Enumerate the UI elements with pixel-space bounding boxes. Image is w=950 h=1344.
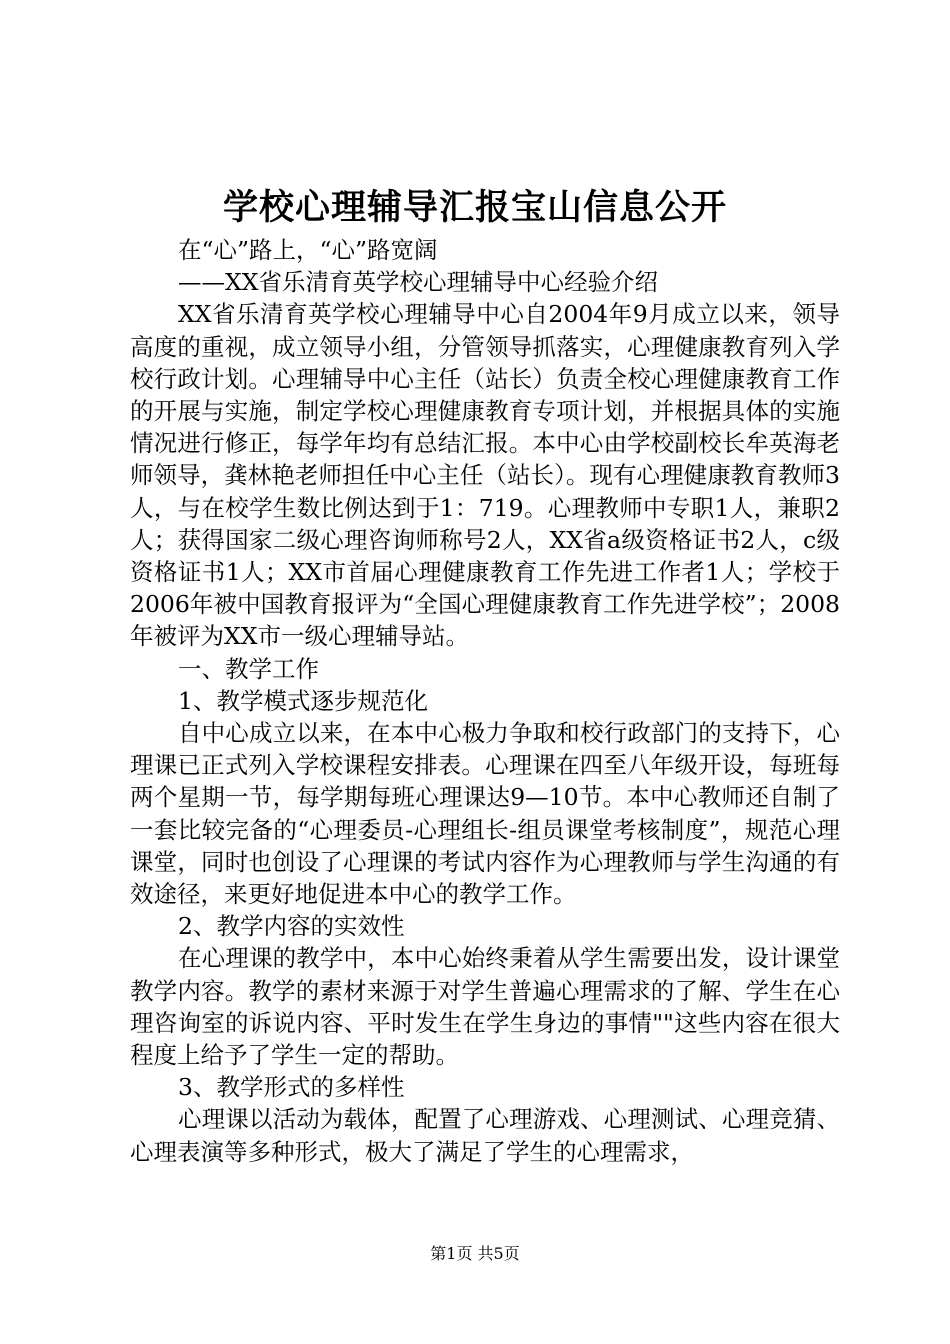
subtitle-line: 在“心”路上，“心”路宽阔 xyxy=(178,236,438,264)
subtitle-source-line: ——XX省乐清育英学校心理辅导中心经验介绍 xyxy=(178,268,658,297)
section-heading-teaching: 一、教学工作 xyxy=(178,654,319,683)
paragraph-teaching-form: 心理课以活动为载体，配置了心理游戏、心理测试、心理竞猜、心理表演等多种形式，极大了满足了学生的心理需求， xyxy=(130,1105,840,1166)
paragraph-teaching-mode: 自中心成立以来，在本中心极力争取和校行政部门的支持下，心理课已正式列入学校课程安排表。心理课在四至八年级开设，每班每两个星期一节，每学期每班心理课达9—10节。本中心教师还自制了一套比较完备的“心理委员-心理组长-组员课堂考核制度”，规范心理课堂，同时也创设了心理课的考试内容作为心理教师与学生沟通的有效途径，来更好地促进本中心的教学工作。 xyxy=(130,719,840,909)
page-number-footer: 第1页 共5页 xyxy=(430,1244,520,1263)
document-title: 学校心理辅导汇报宝山信息公开 xyxy=(222,187,727,228)
subsection-heading-1: 1、教学模式逐步规范化 xyxy=(178,686,428,715)
intro-paragraph: XX省乐清育英学校心理辅导中心自2004年9月成立以来，领导高度的重视，成立领导小组，分管领导抓落实，心理健康教育列入学校行政计划。心理辅导中心主任（站长）负责全校心理健康教育工作的开展与实施，制定学校心理健康教育专项计划，并根据具体的实施情况进行修正，每学年均有总结汇报。本中心由学校副校长牟英海老师领导，龚林艳老师担任中心主任（站长）。现有心理健康教育教师3人，与在校学生数比例达到于1：719。心理教师中专职1人，兼职2人；获得国家二级心理咨询师称号2人，XX省a级资格证书2人，c级资格证书1人；XX市首届心理健康教育工作先进工作者1人；学校于2006年被中国教育报评为“全国心理健康教育工作先进学校”；2008年被评为XX市一级心理辅导站。 xyxy=(130,300,840,651)
subsection-heading-2: 2、教学内容的实效性 xyxy=(178,912,405,941)
subsection-heading-3: 3、教学形式的多样性 xyxy=(178,1073,405,1102)
paragraph-teaching-content: 在心理课的教学中，本中心始终秉着从学生需要出发，设计课堂教学内容。教学的素材来源于对学生普遍心理需求的了解、学生在心理咨询室的诉说内容、平时发生在学生身边的事情""这些内容在很大程度上给予了学生一定的帮助。 xyxy=(130,944,840,1070)
document-body xyxy=(130,234,840,1168)
